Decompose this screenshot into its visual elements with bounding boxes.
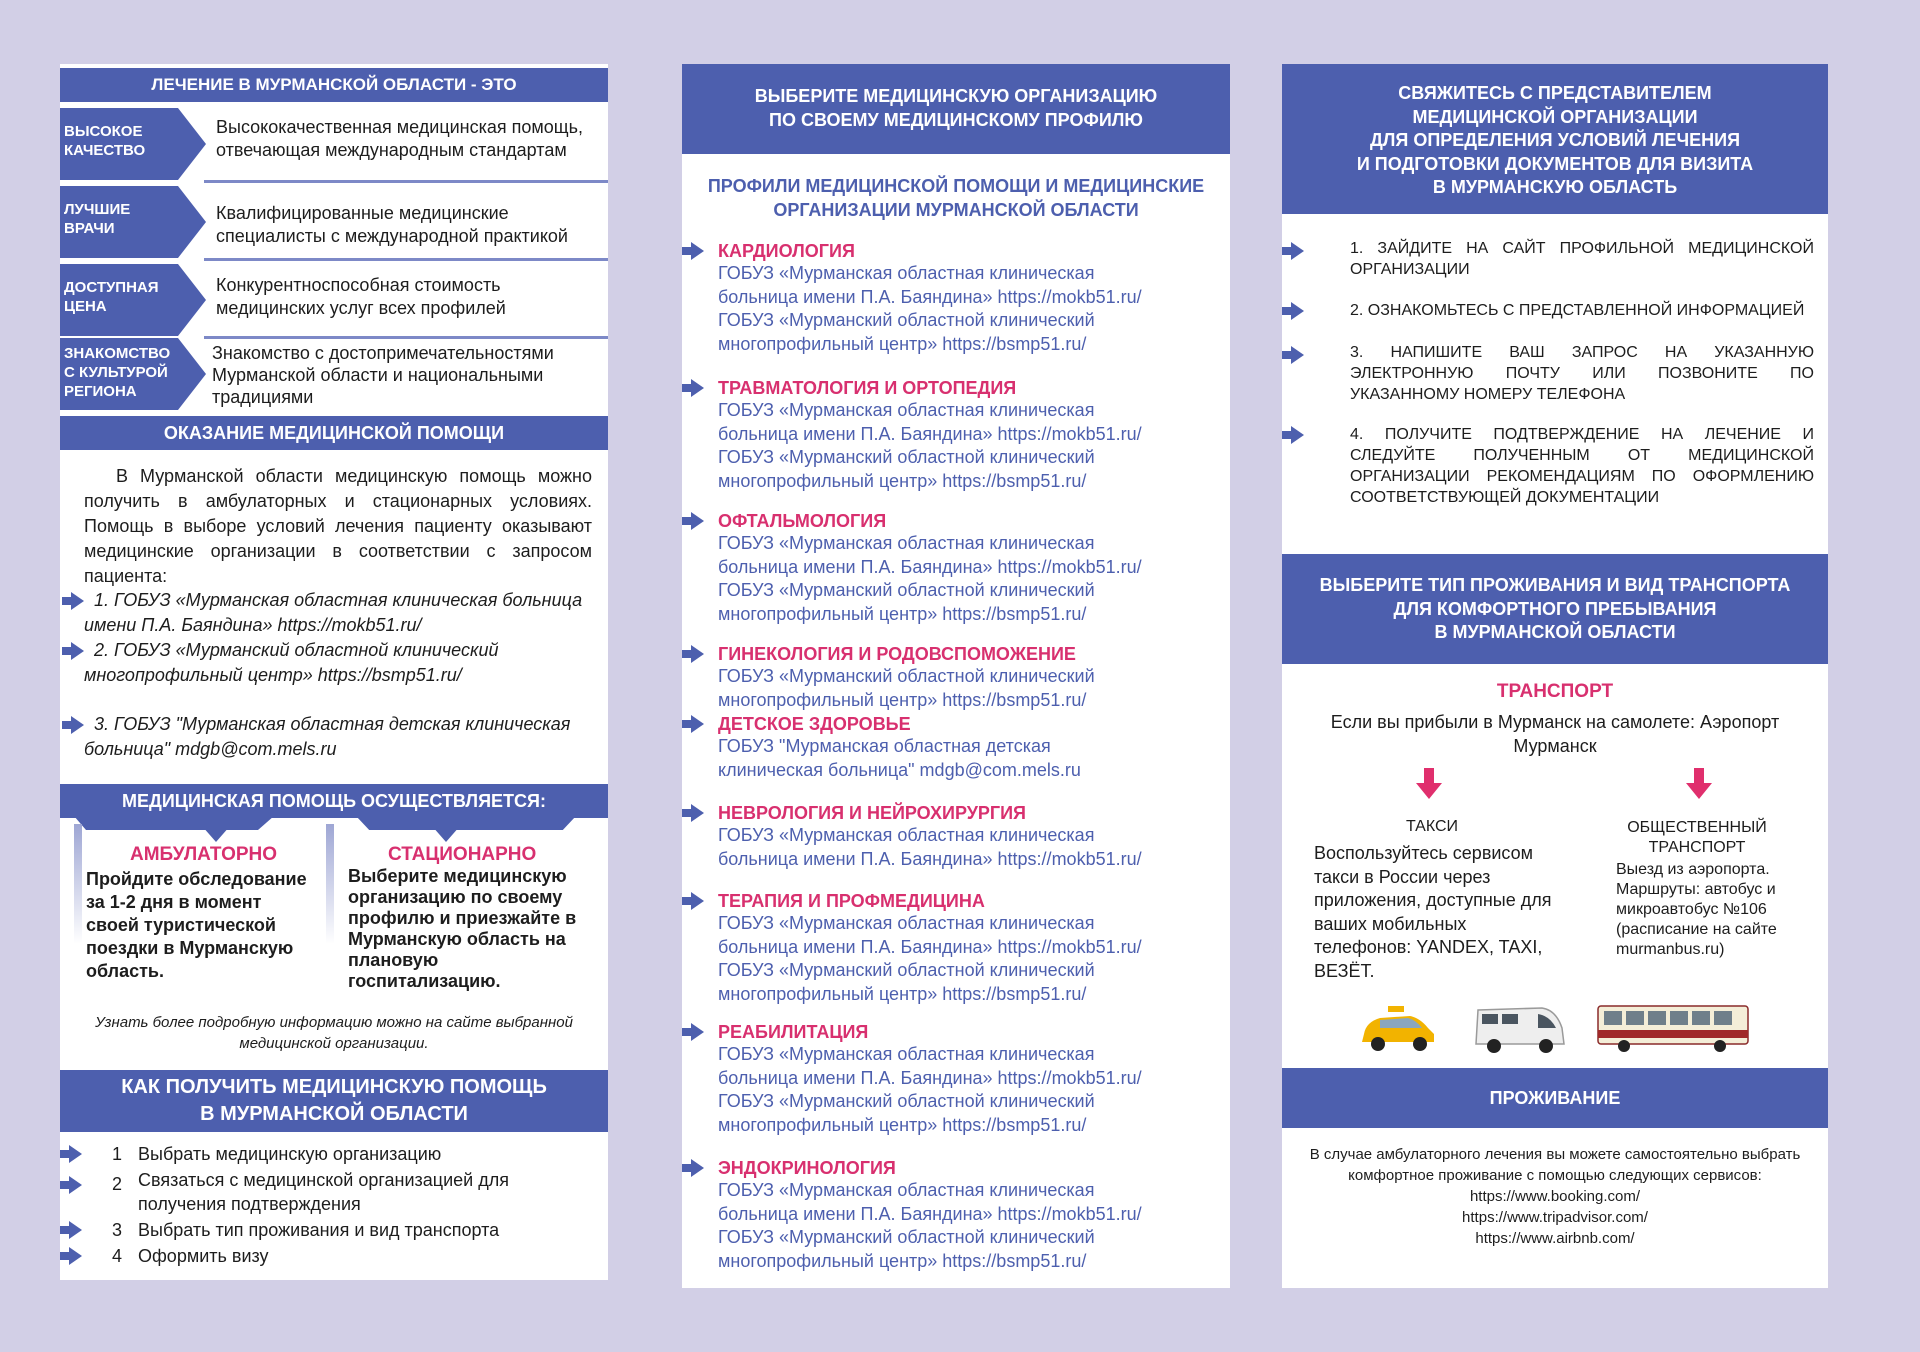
section-title-line: В МУРМАНСКУЮ ОБЛАСТЬ bbox=[1432, 177, 1678, 197]
profile-name: ТРАВМАТОЛОГИЯ И ОРТОПЕДИЯ bbox=[718, 378, 1017, 398]
org-list-item[interactable]: 1. ГОБУЗ «Мурманская областная клиническая больница имени П.А. Баяндина» https://mokb51.ru/ bbox=[84, 590, 583, 635]
arrow-right-icon bbox=[1282, 302, 1304, 320]
arrow-right-icon bbox=[682, 645, 704, 663]
subtitle-line: ПРОФИЛИ МЕДИЦИНСКОЙ ПОМОЩИ И МЕДИЦИНСКИЕ bbox=[707, 176, 1205, 196]
subtitle-line: ОРГАНИЗАЦИИ МУРМАНСКОЙ ОБЛАСТИ bbox=[773, 200, 1139, 220]
arrow-right-icon bbox=[682, 1159, 704, 1177]
contact-step-text: 3. НАПИШИТЕ ВАШ ЗАПРОС НА УКАЗАННУЮ ЭЛЕКТРОННУЮ ПОЧТУ ИЛИ ПОЗВОНИТЕ ПО УКАЗАННОМУ НОМЕРУ ТЕЛЕФОНА bbox=[1350, 344, 1814, 403]
intro-paragraph: В Мурманской области медицинскую помощь можно получить в амбулаторных и стационарных условиях. Помощь в выборе условий лечения пациенту оказывают медицинские организации в соответствии с запросом пациента: bbox=[84, 466, 592, 586]
side-accent bbox=[74, 824, 82, 944]
arrow-right-icon bbox=[60, 1221, 82, 1239]
taxi-title: ТАКСИ bbox=[1405, 818, 1459, 835]
public-transport-title: ОБЩЕСТВЕННЫЙ ТРАНСПОРТ bbox=[1627, 819, 1767, 856]
panel-treatment-overview bbox=[60, 64, 608, 1280]
feature-tag-line: РЕГИОНА bbox=[64, 383, 137, 400]
profile-orgs[interactable] bbox=[718, 665, 1218, 712]
org-line[interactable]: больница имени П.А. Баяндина» https://mokb51.ru/ bbox=[718, 1203, 1142, 1224]
org-line: ГОБУЗ «Мурманский областной клинический bbox=[718, 666, 1095, 686]
profiles-subtitle bbox=[692, 174, 1220, 222]
inpatient-text: Выберите медицинскую организацию по своему профилю и приезжайте в Мурманскую область на плановую госпитализацию. bbox=[348, 866, 577, 991]
org-line: ГОБУЗ «Мурманская областная клиническая bbox=[718, 825, 1095, 845]
feature-tag-line: ЗНАКОМСТВО bbox=[64, 345, 171, 362]
section-title-care-provided: МЕДИЦИНСКАЯ ПОМОЩЬ ОСУЩЕСТВЛЯЕТСЯ: bbox=[60, 784, 608, 818]
org-line[interactable]: больница имени П.А. Баяндина» https://mokb51.ru/ bbox=[718, 1067, 1142, 1088]
section-title-contact bbox=[1282, 64, 1828, 214]
how-to-step bbox=[60, 1142, 608, 1168]
profile-orgs[interactable] bbox=[718, 262, 1218, 356]
step-number: 1 bbox=[112, 1144, 123, 1164]
bracket-right bbox=[356, 816, 576, 830]
step-number: 3 bbox=[112, 1220, 123, 1240]
org-line[interactable]: больница имени П.А. Баяндина» https://mokb51.ru/ bbox=[718, 936, 1142, 957]
org-line[interactable]: многопрофильный центр» https://bsmp51.ru/ bbox=[718, 470, 1087, 491]
outpatient-title: АМБУЛАТОРНО bbox=[130, 844, 278, 865]
org-line: ГОБУЗ «Мурманская областная клиническая bbox=[718, 263, 1095, 283]
profile-name: ГИНЕКОЛОГИЯ И РОДОВСПОМОЖЕНИЕ bbox=[718, 644, 1076, 664]
arrow-right-icon bbox=[178, 186, 206, 258]
section-title-choose-org bbox=[682, 64, 1230, 154]
feature-quality bbox=[60, 108, 608, 180]
arrow-right-icon bbox=[60, 1176, 82, 1194]
bus-icon bbox=[1596, 1002, 1752, 1052]
section-title-line: МЕДИЦИНСКОЙ ОРГАНИЗАЦИИ bbox=[1412, 106, 1698, 127]
step-number: 4 bbox=[112, 1246, 123, 1266]
arrow-right-icon bbox=[682, 804, 704, 822]
airbnb-link[interactable]: https://www.airbnb.com/ bbox=[1475, 1230, 1635, 1247]
org-line[interactable]: больница имени П.А. Баяндина» https://mokb51.ru/ bbox=[718, 423, 1142, 444]
profile-orgs[interactable] bbox=[718, 532, 1218, 626]
arrow-down-icon bbox=[202, 826, 230, 842]
profile-name: РЕАБИЛИТАЦИЯ bbox=[718, 1022, 869, 1042]
arrow-right-icon bbox=[60, 1247, 82, 1265]
booking-link[interactable]: https://www.booking.com/ bbox=[1469, 1188, 1641, 1205]
taxi-car-icon bbox=[1358, 1004, 1438, 1052]
org-line[interactable]: многопрофильный центр» https://bsmp51.ru/ bbox=[718, 1250, 1087, 1271]
org-line: ГОБУЗ «Мурманский областной клинический bbox=[718, 960, 1095, 980]
step-label: Связаться с медицинской организацией для получения подтверждения bbox=[138, 1170, 509, 1214]
feature-tag bbox=[60, 264, 178, 336]
org-line[interactable]: больница имени П.А. Баяндина» https://mokb51.ru/ bbox=[718, 556, 1142, 577]
org-line[interactable]: многопрофильный центр» https://bsmp51.ru/ bbox=[718, 689, 1087, 710]
section-title-line: ВЫБЕРИТЕ МЕДИЦИНСКУЮ ОРГАНИЗАЦИЮ bbox=[754, 86, 1158, 106]
feature-tag bbox=[60, 108, 178, 180]
arrow-right-icon bbox=[682, 242, 704, 260]
step-label: Выбрать тип проживания и вид транспорта bbox=[138, 1220, 500, 1240]
more-info-note: Узнать более подробную информацию можно на сайте выбранной медицинской организации. bbox=[95, 1014, 573, 1052]
step-number: 2 bbox=[112, 1174, 123, 1194]
feature-tag bbox=[60, 338, 178, 410]
step-label: Оформить визу bbox=[138, 1246, 269, 1266]
org-list-item[interactable]: 2. ГОБУЗ «Мурманский областной клинический многопрофильный центр» https://bsmp51.ru/ bbox=[84, 640, 499, 685]
profile-name: НЕВРОЛОГИЯ И НЕЙРОХИРУРГИЯ bbox=[718, 803, 1026, 823]
section-title-how-to bbox=[60, 1070, 608, 1132]
arrow-right-icon bbox=[682, 715, 704, 733]
feature-tag-line: ДОСТУПНАЯ bbox=[64, 279, 159, 296]
profile-orgs[interactable] bbox=[718, 912, 1218, 1006]
arrow-right-icon bbox=[682, 1023, 704, 1041]
bracket-left bbox=[74, 816, 274, 830]
how-to-step bbox=[60, 1218, 608, 1244]
profile-name: ОФТАЛЬМОЛОГИЯ bbox=[718, 511, 887, 531]
feature-text: Конкурентноспособная стоимость медицинских услуг всех профилей bbox=[216, 275, 506, 318]
feature-culture bbox=[60, 338, 608, 410]
org-line: ГОБУЗ «Мурманский областной клинический bbox=[718, 1091, 1095, 1111]
transport-title: ТРАНСПОРТ bbox=[1496, 681, 1614, 702]
inpatient-title: СТАЦИОНАРНО bbox=[388, 844, 537, 865]
org-line[interactable]: многопрофильный центр» https://bsmp51.ru/ bbox=[718, 333, 1087, 354]
outpatient-text: Пройдите обследование за 1-2 дня в момент своей туристической поездки в Мурманскую область. bbox=[86, 869, 307, 981]
profile-orgs[interactable] bbox=[718, 824, 1218, 871]
profile-name: ДЕТСКОЕ ЗДОРОВЬЕ bbox=[718, 714, 911, 734]
profile-orgs[interactable] bbox=[718, 735, 1218, 782]
living-info bbox=[1306, 1144, 1804, 1249]
arrow-right-icon bbox=[62, 592, 84, 610]
org-list-item[interactable]: 3. ГОБУЗ "Мурманская областная детская клиническая больница" mdgb@com.mels.ru bbox=[84, 714, 571, 759]
feature-text: Знакомство с достопримечательностями Мурманской области и национальными традициями bbox=[212, 343, 554, 407]
section-title-line: ДЛЯ ОПРЕДЕЛЕНИЯ УСЛОВИЙ ЛЕЧЕНИЯ bbox=[1369, 130, 1741, 150]
feature-tag-line: ЛУЧШИЕ bbox=[64, 201, 131, 218]
transport-subtitle: Если вы прибыли в Мурманск на самолете: Аэропорт Мурманск bbox=[1330, 712, 1780, 756]
feature-tag bbox=[60, 186, 178, 258]
arrow-right-icon bbox=[1282, 242, 1304, 260]
section-title-line: СВЯЖИТЕСЬ С ПРЕДСТАВИТЕЛЕМ bbox=[1398, 83, 1712, 103]
contact-step-text: 1. ЗАЙДИТЕ НА САЙТ ПРОФИЛЬНОЙ МЕДИЦИНСКОЙ ОРГАНИЗАЦИИ bbox=[1350, 240, 1814, 278]
public-transport-text: Выезд из аэропорта. Маршруты: автобус и микроавтобус №106 (расписание на сайте murmanbus.ru) bbox=[1616, 861, 1777, 958]
org-line: ГОБУЗ «Мурманская областная клиническая bbox=[718, 1180, 1095, 1200]
how-to-step bbox=[60, 1168, 608, 1218]
arrow-right-icon bbox=[1282, 426, 1304, 444]
section-title-accommodation-transport bbox=[1282, 554, 1828, 664]
profile-name: ТЕРАПИЯ И ПРОФМЕДИЦИНА bbox=[718, 891, 985, 911]
feature-price bbox=[60, 264, 608, 336]
profile-name: ЭНДОКРИНОЛОГИЯ bbox=[718, 1158, 896, 1178]
step-label: Выбрать медицинскую организацию bbox=[138, 1144, 442, 1164]
section-title-line: ДЛЯ КОМФОРТНОГО ПРЕБЫВАНИЯ bbox=[1393, 598, 1717, 619]
org-line[interactable]: многопрофильный центр» https://bsmp51.ru/ bbox=[718, 983, 1087, 1004]
how-to-step bbox=[60, 1244, 608, 1270]
feature-tag-line: ЦЕНА bbox=[64, 298, 107, 315]
feature-tag-line: КАЧЕСТВО bbox=[64, 142, 146, 159]
section-title-line: КАК ПОЛУЧИТЬ МЕДИЦИНСКУЮ ПОМОЩЬ bbox=[121, 1076, 547, 1098]
section-title-line: И ПОДГОТОВКИ ДОКУМЕНТОВ ДЛЯ ВИЗИТА bbox=[1356, 153, 1754, 174]
arrow-right-icon bbox=[1282, 346, 1304, 364]
arrow-right-icon bbox=[682, 892, 704, 910]
arrow-right-icon bbox=[682, 379, 704, 397]
panel-contact-and-stay bbox=[1282, 64, 1828, 1288]
section-title-medical-care: ОКАЗАНИЕ МЕДИЦИНСКОЙ ПОМОЩИ bbox=[60, 416, 608, 450]
profile-orgs[interactable] bbox=[718, 1043, 1218, 1137]
divider bbox=[204, 258, 608, 261]
contact-step-text: 4. ПОЛУЧИТЕ ПОДТВЕРЖДЕНИЕ НА ЛЕЧЕНИЕ И СЛЕДУЙТЕ ПОЛУЧЕННЫМ ОТ МЕДИЦИНСКОЙ ОРГАНИЗАЦИИ РЕКОМЕНДАЦИЯМ ПО ОФОРМЛЕНИЮ СООТВЕТСТВУЮЩЕЙ ДОКУМЕНТАЦИИ bbox=[1350, 426, 1814, 506]
arrow-down-icon bbox=[1416, 768, 1442, 802]
contact-step-text: 2. ОЗНАКОМЬТЕСЬ С ПРЕДСТАВЛЕННОЙ ИНФОРМАЦИЕЙ bbox=[1350, 302, 1805, 319]
arrow-down-icon bbox=[432, 826, 460, 842]
org-line: ГОБУЗ «Мурманская областная клиническая bbox=[718, 1044, 1095, 1064]
org-line: ГОБУЗ "Мурманская областная детская bbox=[718, 736, 1051, 756]
org-line[interactable]: многопрофильный центр» https://bsmp51.ru/ bbox=[718, 603, 1087, 624]
org-line[interactable]: больница имени П.А. Баяндина» https://mokb51.ru/ bbox=[718, 286, 1142, 307]
living-text: В случае амбулаторного лечения вы можете самостоятельно выбрать комфортное проживание с помощью следующих сервисов: bbox=[1309, 1146, 1801, 1184]
arrow-down-icon bbox=[1686, 768, 1712, 802]
arrow-right-icon bbox=[682, 512, 704, 530]
feature-text: Квалифицированные медицинские специалисты с международной практикой bbox=[216, 203, 568, 246]
section-title-living: ПРОЖИВАНИЕ bbox=[1282, 1068, 1828, 1128]
org-line[interactable]: больница имени П.А. Баяндина» https://mokb51.ru/ bbox=[718, 848, 1142, 869]
profile-orgs[interactable] bbox=[718, 1179, 1218, 1273]
section-title-line: В МУРМАНСКОЙ ОБЛАСТИ bbox=[200, 1103, 468, 1125]
org-line: ГОБУЗ «Мурманский областной клинический bbox=[718, 310, 1095, 330]
arrow-right-icon bbox=[62, 716, 84, 734]
org-line[interactable]: клиническая больница" mdgb@com.mels.ru bbox=[718, 759, 1081, 780]
taxi-text: Воспользуйтесь сервисом такси в России через приложения, доступные для ваших мобильных телефонов: YANDEX, TAXI, ВЕЗЁТ. bbox=[1314, 843, 1552, 981]
arrow-right-icon bbox=[62, 642, 84, 660]
profile-name: КАРДИОЛОГИЯ bbox=[718, 241, 855, 261]
section-title-line: ПО СВОЕМУ МЕДИЦИНСКОМУ ПРОФИЛЮ bbox=[769, 110, 1143, 130]
divider bbox=[204, 180, 608, 183]
org-line: ГОБУЗ «Мурманская областная клиническая bbox=[718, 400, 1095, 420]
org-line[interactable]: многопрофильный центр» https://bsmp51.ru/ bbox=[718, 1114, 1087, 1135]
section-title-treatment: ЛЕЧЕНИЕ В МУРМАНСКОЙ ОБЛАСТИ - ЭТО bbox=[60, 68, 608, 102]
feature-tag-line: ВЫСОКОЕ bbox=[64, 123, 143, 140]
feature-tag-line: С КУЛЬТУРОЙ bbox=[64, 364, 168, 381]
arrow-right-icon bbox=[178, 338, 206, 410]
tripadvisor-link[interactable]: https://www.tripadvisor.com/ bbox=[1462, 1209, 1648, 1226]
arrow-right-icon bbox=[178, 264, 206, 336]
org-line: ГОБУЗ «Мурманская областная клиническая bbox=[718, 913, 1095, 933]
org-line: ГОБУЗ «Мурманский областной клинический bbox=[718, 580, 1095, 600]
arrow-right-icon bbox=[178, 108, 206, 180]
side-accent bbox=[326, 824, 334, 944]
org-line: ГОБУЗ «Мурманский областной клинический bbox=[718, 1227, 1095, 1247]
section-title-line: В МУРМАНСКОЙ ОБЛАСТИ bbox=[1434, 622, 1676, 642]
org-line: ГОБУЗ «Мурманский областной клинический bbox=[718, 447, 1095, 467]
section-title-line: ВЫБЕРИТЕ ТИП ПРОЖИВАНИЯ И ВИД ТРАНСПОРТА bbox=[1319, 575, 1791, 595]
feature-doctors bbox=[60, 186, 608, 258]
org-line: ГОБУЗ «Мурманская областная клиническая bbox=[718, 533, 1095, 553]
profile-orgs[interactable] bbox=[718, 399, 1218, 493]
arrow-right-icon bbox=[60, 1145, 82, 1163]
minibus-icon bbox=[1472, 1000, 1568, 1056]
panel-medical-profiles bbox=[682, 64, 1230, 1288]
feature-text: Высококачественная медицинская помощь, отвечающая международным стандартам bbox=[216, 117, 583, 160]
feature-tag-line: ВРАЧИ bbox=[64, 220, 115, 237]
